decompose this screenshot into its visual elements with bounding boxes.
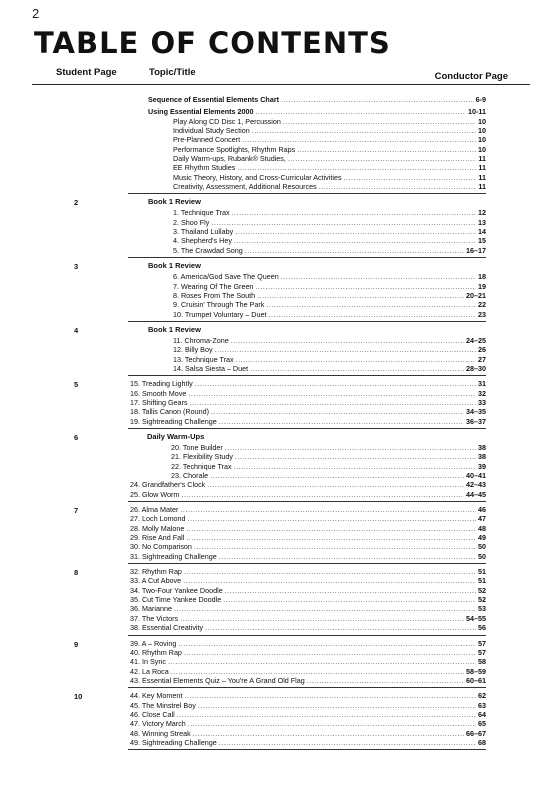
- entry-title: 3. Thailand Lullaby: [173, 227, 234, 237]
- conductor-page-number: 46: [478, 505, 486, 515]
- conductor-page-number: 31: [478, 379, 486, 389]
- toc-entry: [128, 648, 486, 657]
- dot-leader: [232, 208, 476, 217]
- entry-title: Daily Warm-ups, Rubank® Studies,: [173, 154, 286, 164]
- toc-entry: [128, 345, 486, 354]
- topic-title-header: Topic/Title: [149, 67, 196, 78]
- conductor-page-number: 23: [478, 309, 486, 319]
- conductor-page-number: 13: [478, 217, 486, 227]
- toc-entry: [128, 117, 486, 126]
- dot-leader: [181, 490, 464, 499]
- toc-entry: [128, 639, 486, 648]
- entry-title: 15. Treading Lightly: [130, 379, 193, 389]
- conductor-page-number: 40–41: [466, 471, 486, 480]
- toc-entry: [128, 154, 486, 163]
- entry-title: 10. Trumpet Voluntary – Duet: [173, 309, 267, 319]
- dot-leader: [195, 379, 476, 388]
- conductor-page-number: 57: [478, 647, 486, 657]
- toc-section: [74, 636, 486, 689]
- entry-title: 23. Chorale: [171, 471, 209, 480]
- toc-entry: [128, 379, 486, 388]
- conductor-page-number: 44–45: [466, 489, 486, 499]
- conductor-page-number: 56: [478, 623, 486, 633]
- conductor-page-number: 58: [478, 657, 486, 667]
- toc-entry: [128, 236, 486, 245]
- dot-leader: [283, 117, 476, 126]
- toc-entry: [128, 452, 486, 461]
- conductor-page-number: 36–37: [466, 416, 486, 426]
- entry-title: 12. Billy Boy: [173, 345, 213, 355]
- entry-title: 32. Rhythm Rap: [130, 567, 182, 577]
- student-page-number: 5: [74, 380, 79, 390]
- entry-title: Play Along CD Disc 1, Percussion: [173, 116, 281, 126]
- conductor-page-number: 12: [478, 208, 486, 218]
- toc-entry: [128, 533, 486, 542]
- student-page-header: Student Page: [56, 67, 117, 78]
- dot-leader: [177, 710, 476, 719]
- entry-title: 20. Tone Builder: [171, 442, 223, 452]
- entry-title: 36. Marianne: [130, 604, 172, 614]
- toc-entry: [128, 676, 486, 685]
- dot-leader: [225, 586, 476, 595]
- conductor-page-number: 14: [478, 227, 486, 237]
- entry-title: 37. The Victors: [130, 613, 179, 623]
- entry-title: 39. A – Roving: [130, 638, 177, 648]
- conductor-page-number: 10: [478, 135, 486, 145]
- dot-leader: [225, 443, 476, 452]
- toc-entry: [128, 657, 486, 666]
- entry-title: 8. Roses From The South: [173, 290, 256, 300]
- toc-entry: [128, 182, 486, 191]
- toc-entry: [128, 135, 486, 144]
- section-title: Daily Warm-Ups: [147, 431, 205, 441]
- toc-entry: [128, 310, 486, 319]
- toc-entry: [128, 595, 486, 604]
- conductor-page-number: 39: [478, 461, 486, 471]
- entry-title: 5. The Crawdad Song: [173, 245, 243, 255]
- toc-entry: [128, 514, 486, 523]
- conductor-page-number: 47: [478, 514, 486, 524]
- dot-leader: [184, 648, 476, 657]
- toc-entry: [128, 364, 486, 373]
- entry-title: 43. Essential Elements Quiz – You're A Grand Old Flag: [130, 675, 305, 685]
- conductor-page-number: 10-11: [468, 107, 486, 117]
- section-title: Book 1 Review: [148, 324, 201, 334]
- toc-entry: [128, 719, 486, 728]
- conductor-page-number: 50: [478, 551, 486, 561]
- student-page-number: 3: [74, 262, 79, 272]
- entry-title: 30. No Comparison: [130, 542, 192, 552]
- entry-title: 25. Glow Worm: [130, 489, 180, 499]
- toc-entry: [128, 107, 486, 116]
- entry-title: 19. Sightreading Challenge: [130, 416, 217, 426]
- dot-leader: [190, 398, 476, 407]
- toc-entry: [128, 95, 486, 104]
- entry-title: Pre-Planned Concert: [173, 135, 241, 145]
- entry-title: 1. Technique Trax: [173, 208, 230, 218]
- dot-leader: [237, 163, 476, 172]
- dot-leader: [234, 462, 476, 471]
- toc-entry: [128, 701, 486, 710]
- student-page-number: 4: [74, 325, 79, 335]
- toc-entry: [128, 443, 486, 452]
- dot-leader: [236, 355, 476, 364]
- toc-entry: [128, 227, 486, 236]
- conductor-page-number: 18: [478, 272, 486, 282]
- dot-leader: [193, 729, 464, 738]
- column-header-row: [0, 67, 560, 83]
- toc-section: [74, 502, 486, 564]
- dot-leader: [219, 738, 476, 747]
- entry-title: 11. Chroma-Zone: [173, 335, 229, 345]
- dot-leader: [297, 145, 476, 154]
- dot-leader: [188, 514, 476, 523]
- dot-leader: [281, 272, 476, 281]
- toc-entry: [128, 389, 486, 398]
- entry-title: 29. Rise And Fall: [130, 533, 185, 543]
- dot-leader: [178, 639, 476, 648]
- dot-leader: [205, 623, 476, 632]
- toc-entry: [128, 729, 486, 738]
- entry-title: 28. Molly Malone: [130, 523, 185, 533]
- toc-entry: [128, 336, 486, 345]
- entry-title: 9. Cruisin' Through The Park: [173, 300, 265, 310]
- toc-entry: [128, 604, 486, 613]
- toc-entry: [128, 614, 486, 623]
- entry-title: 21. Flexibility Study: [171, 452, 233, 462]
- dot-leader: [219, 417, 464, 426]
- entry-title: 18. Tallis Canon (Round): [130, 407, 209, 417]
- conductor-page-number: 49: [478, 533, 486, 543]
- entry-title: 26. Alma Mater: [130, 505, 179, 515]
- dot-leader: [194, 542, 476, 551]
- toc-entry: [128, 163, 486, 172]
- toc-section: [74, 564, 486, 635]
- toc-entry: [128, 126, 486, 135]
- entry-title: 16. Smooth Move: [130, 388, 187, 398]
- section-title: Book 1 Review: [148, 261, 201, 271]
- toc-entry: [128, 586, 486, 595]
- conductor-page-number: 11: [478, 172, 486, 182]
- conductor-page-number: 60–61: [466, 675, 486, 685]
- conductor-page-number: 42–43: [466, 480, 486, 490]
- conductor-page-number: 15: [478, 236, 486, 246]
- dot-leader: [219, 552, 476, 561]
- dot-leader: [319, 182, 477, 191]
- entry-title: 27. Loch Lomond: [130, 514, 186, 524]
- entry-title: 6. America/God Save The Queen: [173, 272, 279, 282]
- dot-leader: [183, 576, 476, 585]
- entry-title: Using Essential Elements 2000: [148, 107, 254, 117]
- toc-entry: [128, 282, 486, 291]
- entry-title: 17. Shifting Gears: [130, 397, 188, 407]
- dot-leader: [171, 667, 464, 676]
- toc-section: [74, 688, 486, 750]
- toc-entry: [128, 480, 486, 489]
- conductor-page-number: 52: [478, 585, 486, 595]
- toc-entry: [128, 552, 486, 561]
- section-title: Book 1 Review: [148, 197, 201, 207]
- student-page-number: 6: [74, 432, 79, 442]
- toc-entry: [128, 524, 486, 533]
- conductor-page-number: 68: [478, 737, 486, 747]
- conductor-page-header: Conductor Page: [434, 71, 508, 82]
- entry-title: 33. A Cut Above: [130, 576, 182, 586]
- entry-title: EE Rhythm Studies: [173, 163, 236, 173]
- toc-section: [74, 376, 486, 429]
- toc-entry: [128, 490, 486, 499]
- dot-leader: [211, 218, 476, 227]
- entry-title: 34. Two-Four Yankee Doodle: [130, 585, 223, 595]
- conductor-page-number: 19: [478, 281, 486, 291]
- toc-section: [128, 91, 486, 194]
- entry-title: 48. Winning Streak: [130, 728, 191, 738]
- entry-title: 47. Victory March: [130, 719, 186, 729]
- entry-title: 45. The Minstrel Boy: [130, 700, 196, 710]
- toc-entry: [128, 462, 486, 471]
- conductor-page-number: 53: [478, 604, 486, 614]
- toc-entry: [128, 398, 486, 407]
- dot-leader: [168, 657, 476, 666]
- conductor-page-number: 28–30: [466, 363, 486, 373]
- dot-leader: [231, 336, 464, 345]
- toc-entry: [128, 218, 486, 227]
- toc-entry: [128, 417, 486, 426]
- entry-title: 35. Cut Time Yankee Doodle: [130, 595, 222, 605]
- entry-title: 14. Salsa Siesta – Duet: [173, 363, 249, 373]
- dot-leader: [257, 291, 464, 300]
- dot-leader: [184, 691, 476, 700]
- entry-title: 13. Technique Trax: [173, 354, 234, 364]
- toc-entry: [128, 300, 486, 309]
- toc-entry: [128, 691, 486, 700]
- conductor-page-number: 11: [478, 182, 486, 192]
- entry-title: 2. Shoo Fly: [173, 217, 210, 227]
- dot-leader: [255, 282, 476, 291]
- conductor-page-number: 58–59: [466, 666, 486, 676]
- entry-title: 24. Grandfather's Clock: [130, 480, 206, 490]
- conductor-page-number: 22: [478, 300, 486, 310]
- toc-entry: [128, 738, 486, 747]
- entry-title: 41. In Sync: [130, 657, 166, 667]
- conductor-page-number: 57: [478, 638, 486, 648]
- dot-leader: [234, 236, 476, 245]
- dot-leader: [307, 676, 464, 685]
- page-title: TABLE OF CONTENTS: [34, 26, 391, 60]
- toc-entry: [128, 667, 486, 676]
- conductor-page-number: 32: [478, 388, 486, 398]
- dot-leader: [223, 595, 476, 604]
- toc-entry: [128, 471, 486, 480]
- conductor-page-number: 64: [478, 709, 486, 719]
- dot-leader: [184, 567, 476, 576]
- dot-leader: [210, 471, 464, 480]
- conductor-page-number: 10: [478, 116, 486, 126]
- toc-entry: [128, 291, 486, 300]
- page-number: 2: [32, 6, 40, 21]
- dot-leader: [211, 407, 464, 416]
- dot-leader: [186, 524, 476, 533]
- toc-list: [0, 91, 560, 750]
- conductor-page-number: 51: [478, 567, 486, 577]
- conductor-page-number: 38: [478, 442, 486, 452]
- conductor-page-number: 10: [478, 126, 486, 136]
- conductor-page-number: 10: [478, 144, 486, 154]
- dot-leader: [174, 604, 476, 613]
- toc-entry: [128, 567, 486, 576]
- toc-section: [74, 194, 486, 258]
- conductor-page-number: 62: [478, 691, 486, 701]
- conductor-page-number: 63: [478, 700, 486, 710]
- dot-leader: [266, 300, 476, 309]
- toc-entry: [128, 355, 486, 364]
- conductor-page-number: 38: [478, 452, 486, 462]
- entry-title: 44. Key Moment: [130, 691, 183, 701]
- entry-title: 22. Technique Trax: [171, 461, 232, 471]
- dot-leader: [215, 345, 476, 354]
- student-page-number: 8: [74, 568, 79, 578]
- conductor-page-number: 11: [478, 163, 486, 173]
- dot-leader: [252, 126, 476, 135]
- toc-entry: [128, 173, 486, 182]
- toc-section: [74, 429, 486, 502]
- conductor-page-number: 20–21: [466, 290, 486, 300]
- toc-entry: [128, 246, 486, 255]
- conductor-page-number: 24–25: [466, 335, 486, 345]
- dot-leader: [242, 135, 476, 144]
- toc-entry: [128, 623, 486, 632]
- conductor-page-number: 34–35: [466, 407, 486, 417]
- entry-title: 31. Sightreading Challenge: [130, 551, 217, 561]
- conductor-page-number: 27: [478, 354, 486, 364]
- conductor-page-number: 66–67: [466, 728, 486, 738]
- toc-entry: [128, 505, 486, 514]
- dot-leader: [180, 614, 464, 623]
- conductor-page-number: 11: [478, 154, 486, 164]
- entry-title: 49. Sightreading Challenge: [130, 737, 217, 747]
- dot-leader: [344, 173, 477, 182]
- entry-title: 7. Wearing Of The Green: [173, 281, 254, 291]
- entry-title: Performance Spotlights, Rhythm Raps: [173, 144, 296, 154]
- conductor-page-number: 16–17: [466, 245, 486, 255]
- entry-title: 4. Shepherd's Hey: [173, 236, 232, 246]
- entry-title: Creativity, Assessment, Additional Resources: [173, 182, 317, 192]
- conductor-page-number: 52: [478, 595, 486, 605]
- conductor-page-number: 54–55: [466, 613, 486, 623]
- dot-leader: [245, 246, 464, 255]
- toc-entry: [128, 407, 486, 416]
- toc-entry: [128, 272, 486, 281]
- conductor-page-number: 51: [478, 576, 486, 586]
- conductor-page-number: 48: [478, 523, 486, 533]
- student-page-number: 7: [74, 506, 79, 516]
- student-page-number: 2: [74, 198, 79, 208]
- dot-leader: [207, 480, 464, 489]
- entry-title: 38. Essential Creativity: [130, 623, 204, 633]
- dot-leader: [288, 154, 477, 163]
- toc-section: [74, 258, 486, 322]
- toc-entry: [128, 208, 486, 217]
- toc-section: [74, 322, 486, 376]
- student-page-number: 9: [74, 639, 79, 649]
- toc-entry: [128, 710, 486, 719]
- toc-entry: [128, 576, 486, 585]
- entry-title: 46. Close Call: [130, 709, 175, 719]
- conductor-page-number: 6-9: [475, 95, 486, 104]
- entry-title: Individual Study Section: [173, 126, 250, 136]
- conductor-page-number: 26: [478, 345, 486, 355]
- toc-entry: [128, 145, 486, 154]
- dot-leader: [188, 719, 476, 728]
- dot-leader: [235, 452, 476, 461]
- entry-title: 42. La Roca: [130, 666, 169, 676]
- entry-title: Music Theory, History, and Cross-Curricular Activities: [173, 172, 342, 182]
- dot-leader: [198, 701, 476, 710]
- conductor-page-number: 65: [478, 719, 486, 729]
- dot-leader: [180, 505, 476, 514]
- dot-leader: [255, 107, 466, 116]
- header-divider: [32, 84, 530, 85]
- conductor-page-number: 33: [478, 397, 486, 407]
- dot-leader: [269, 310, 477, 319]
- dot-leader: [188, 389, 476, 398]
- dot-leader: [235, 227, 476, 236]
- dot-leader: [250, 364, 464, 373]
- entry-title: Sequence of Essential Elements Chart: [148, 95, 280, 104]
- toc-entry: [128, 542, 486, 551]
- dot-leader: [281, 95, 474, 104]
- student-page-number: 10: [74, 692, 83, 702]
- conductor-page-number: 50: [478, 542, 486, 552]
- entry-title: 40. Rhythm Rap: [130, 647, 182, 657]
- dot-leader: [186, 533, 476, 542]
